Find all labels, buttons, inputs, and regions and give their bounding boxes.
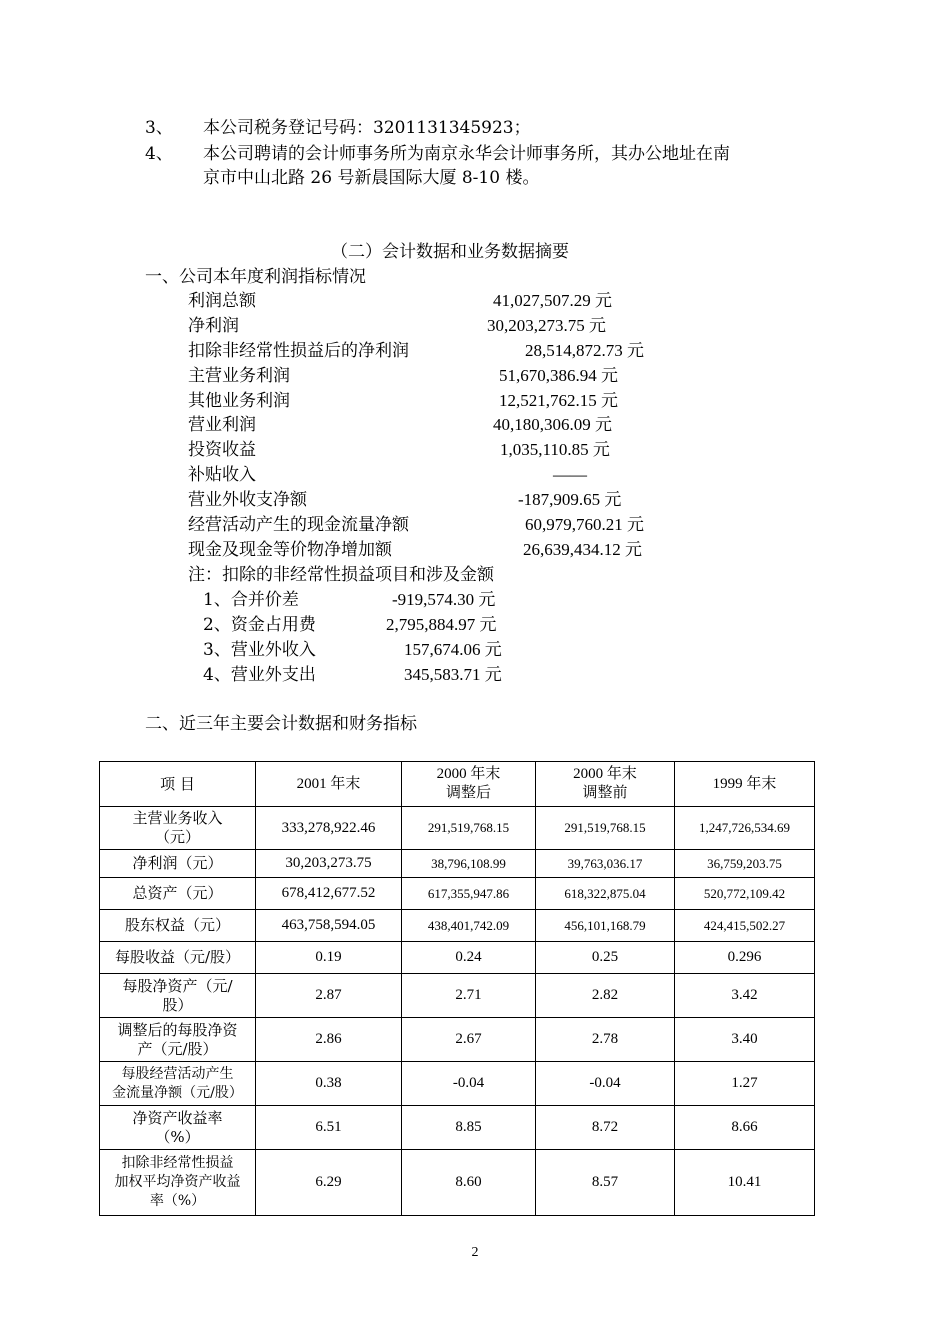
cell-1999: 10.41 [675, 1150, 815, 1216]
profit-item-value: —— [553, 465, 587, 484]
profit-item-label: 其他业务利润 [188, 391, 290, 411]
profit-item-value: 41,027,507.29 元 [493, 291, 612, 310]
intro-item-4-number: 4、 [145, 144, 173, 164]
row-label: 调整后的每股净资 产（元/股） [100, 1018, 256, 1062]
table-header-row [100, 762, 815, 807]
cell-2001: 678,412,677.52 [256, 878, 402, 910]
profit-item-value: -187,909.65 元 [518, 490, 622, 509]
financial-indicators-table [99, 761, 815, 1216]
header-2001: 2001 年末 [256, 762, 402, 807]
profit-item-value: 60,979,760.21 元 [525, 515, 644, 534]
table-row [100, 974, 815, 1018]
cell-1999: 520,772,109.42 [675, 878, 815, 910]
note-item-value: -919,574.30 元 [392, 590, 496, 609]
profit-item-value: 12,521,762.15 元 [499, 391, 618, 410]
note-item-label: 3、营业外收入 [203, 640, 316, 660]
row-label: 每股经营活动产生 金流量净额（元/股） [100, 1062, 256, 1106]
cell-2000-before: 618,322,875.04 [536, 878, 675, 910]
cell-2000-adjusted: 2.67 [402, 1018, 536, 1062]
table-row [100, 1150, 815, 1216]
profit-item-value: 30,203,273.75 元 [487, 316, 606, 335]
cell-2000-before: 8.57 [536, 1150, 675, 1216]
cell-1999: 1,247,726,534.69 [675, 807, 815, 850]
table-row [100, 807, 815, 850]
intro-item-4-text-line2: 京市中山北路 26 号新晨国际大厦 8-10 楼。 [203, 168, 540, 188]
cell-2000-before: 0.25 [536, 942, 675, 974]
cell-2000-adjusted: 291,519,768.15 [402, 807, 536, 850]
cell-2000-adjusted: 438,401,742.09 [402, 910, 536, 942]
cell-1999: 36,759,203.75 [675, 850, 815, 878]
cell-1999: 3.42 [675, 974, 815, 1018]
header-2000-adjusted: 2000 年末 调整后 [402, 762, 536, 807]
intro-item-4-text-line1: 本公司聘请的会计师事务所为南京永华会计师事务所，其办公地址在南 [203, 144, 730, 164]
table-row [100, 878, 815, 910]
profit-item-label: 扣除非经常性损益后的净利润 [188, 341, 409, 361]
cell-2000-adjusted: 617,355,947.86 [402, 878, 536, 910]
profit-item-label: 主营业务利润 [188, 366, 290, 386]
cell-2000-adjusted: 38,796,108.99 [402, 850, 536, 878]
part2-heading: 二、近三年主要会计数据和财务指标 [145, 714, 417, 734]
table-row [100, 850, 815, 878]
profit-item-label: 净利润 [188, 316, 239, 336]
part1-note: 注：扣除的非经常性损益项目和涉及金额 [188, 565, 494, 585]
profit-item-label: 经营活动产生的现金流量净额 [188, 515, 409, 535]
profit-item-value: 26,639,434.12 元 [523, 540, 642, 559]
cell-2001: 2.86 [256, 1018, 402, 1062]
table-row [100, 1106, 815, 1150]
row-label: 净利润（元） [100, 850, 256, 878]
profit-item-value: 40,180,306.09 元 [493, 415, 612, 434]
note-item-label: 1、合并价差 [203, 590, 299, 610]
cell-2001: 6.51 [256, 1106, 402, 1150]
cell-2000-before: 2.82 [536, 974, 675, 1018]
profit-item-label: 营业外收支净额 [188, 490, 307, 510]
row-label: 股东权益（元） [100, 910, 256, 942]
profit-item-label: 补贴收入 [188, 465, 256, 485]
cell-2001: 2.87 [256, 974, 402, 1018]
header-item: 项 目 [100, 762, 256, 807]
header-1999: 1999 年末 [675, 762, 815, 807]
cell-2001: 333,278,922.46 [256, 807, 402, 850]
profit-item-label: 现金及现金等价物净增加额 [188, 540, 392, 560]
cell-2000-adjusted: 8.85 [402, 1106, 536, 1150]
note-item-value: 2,795,884.97 元 [386, 615, 497, 634]
cell-1999: 424,415,502.27 [675, 910, 815, 942]
section-title: （二）会计数据和业务数据摘要 [331, 242, 569, 262]
row-label: 主营业务收入 （元） [100, 807, 256, 850]
cell-2000-before: 291,519,768.15 [536, 807, 675, 850]
part1-heading: 一、公司本年度利润指标情况 [145, 267, 366, 287]
cell-2000-before: -0.04 [536, 1062, 675, 1106]
table-row [100, 942, 815, 974]
note-item-value: 345,583.71 元 [404, 665, 502, 684]
cell-2000-before: 39,763,036.17 [536, 850, 675, 878]
profit-item-label: 营业利润 [188, 415, 256, 435]
table-row [100, 1062, 815, 1106]
profit-item-value: 1,035,110.85 元 [500, 440, 610, 459]
cell-2000-before: 2.78 [536, 1018, 675, 1062]
note-item-label: 4、营业外支出 [203, 665, 316, 685]
cell-2000-adjusted: 2.71 [402, 974, 536, 1018]
note-item-value: 157,674.06 元 [404, 640, 502, 659]
row-label: 扣除非经常性损益 加权平均净资产收益 率（%） [100, 1150, 256, 1216]
cell-1999: 0.296 [675, 942, 815, 974]
row-label: 净资产收益率 （%） [100, 1106, 256, 1150]
cell-2001: 0.19 [256, 942, 402, 974]
profit-item-value: 51,670,386.94 元 [499, 366, 618, 385]
profit-item-value: 28,514,872.73 元 [525, 341, 644, 360]
cell-2001: 30,203,273.75 [256, 850, 402, 878]
cell-2001: 0.38 [256, 1062, 402, 1106]
intro-item-3-number: 3、 [145, 118, 173, 138]
intro-item-3-text: 本公司税务登记号码：3201131345923； [203, 118, 531, 138]
profit-item-label: 投资收益 [188, 440, 256, 460]
cell-2001: 6.29 [256, 1150, 402, 1216]
cell-2000-before: 456,101,168.79 [536, 910, 675, 942]
row-label: 每股收益（元/股） [100, 942, 256, 974]
page-number: 2 [471, 1245, 479, 1260]
cell-2000-before: 8.72 [536, 1106, 675, 1150]
row-label: 总资产（元） [100, 878, 256, 910]
table-row [100, 1018, 815, 1062]
cell-2000-adjusted: 0.24 [402, 942, 536, 974]
cell-1999: 1.27 [675, 1062, 815, 1106]
profit-item-label: 利润总额 [188, 291, 256, 311]
cell-2000-adjusted: 8.60 [402, 1150, 536, 1216]
table-row [100, 910, 815, 942]
header-2000-before-adjust: 2000 年末 调整前 [536, 762, 675, 807]
cell-1999: 8.66 [675, 1106, 815, 1150]
note-item-label: 2、资金占用费 [203, 615, 316, 635]
row-label: 每股净资产（元/ 股） [100, 974, 256, 1018]
cell-2000-adjusted: -0.04 [402, 1062, 536, 1106]
cell-1999: 3.40 [675, 1018, 815, 1062]
cell-2001: 463,758,594.05 [256, 910, 402, 942]
